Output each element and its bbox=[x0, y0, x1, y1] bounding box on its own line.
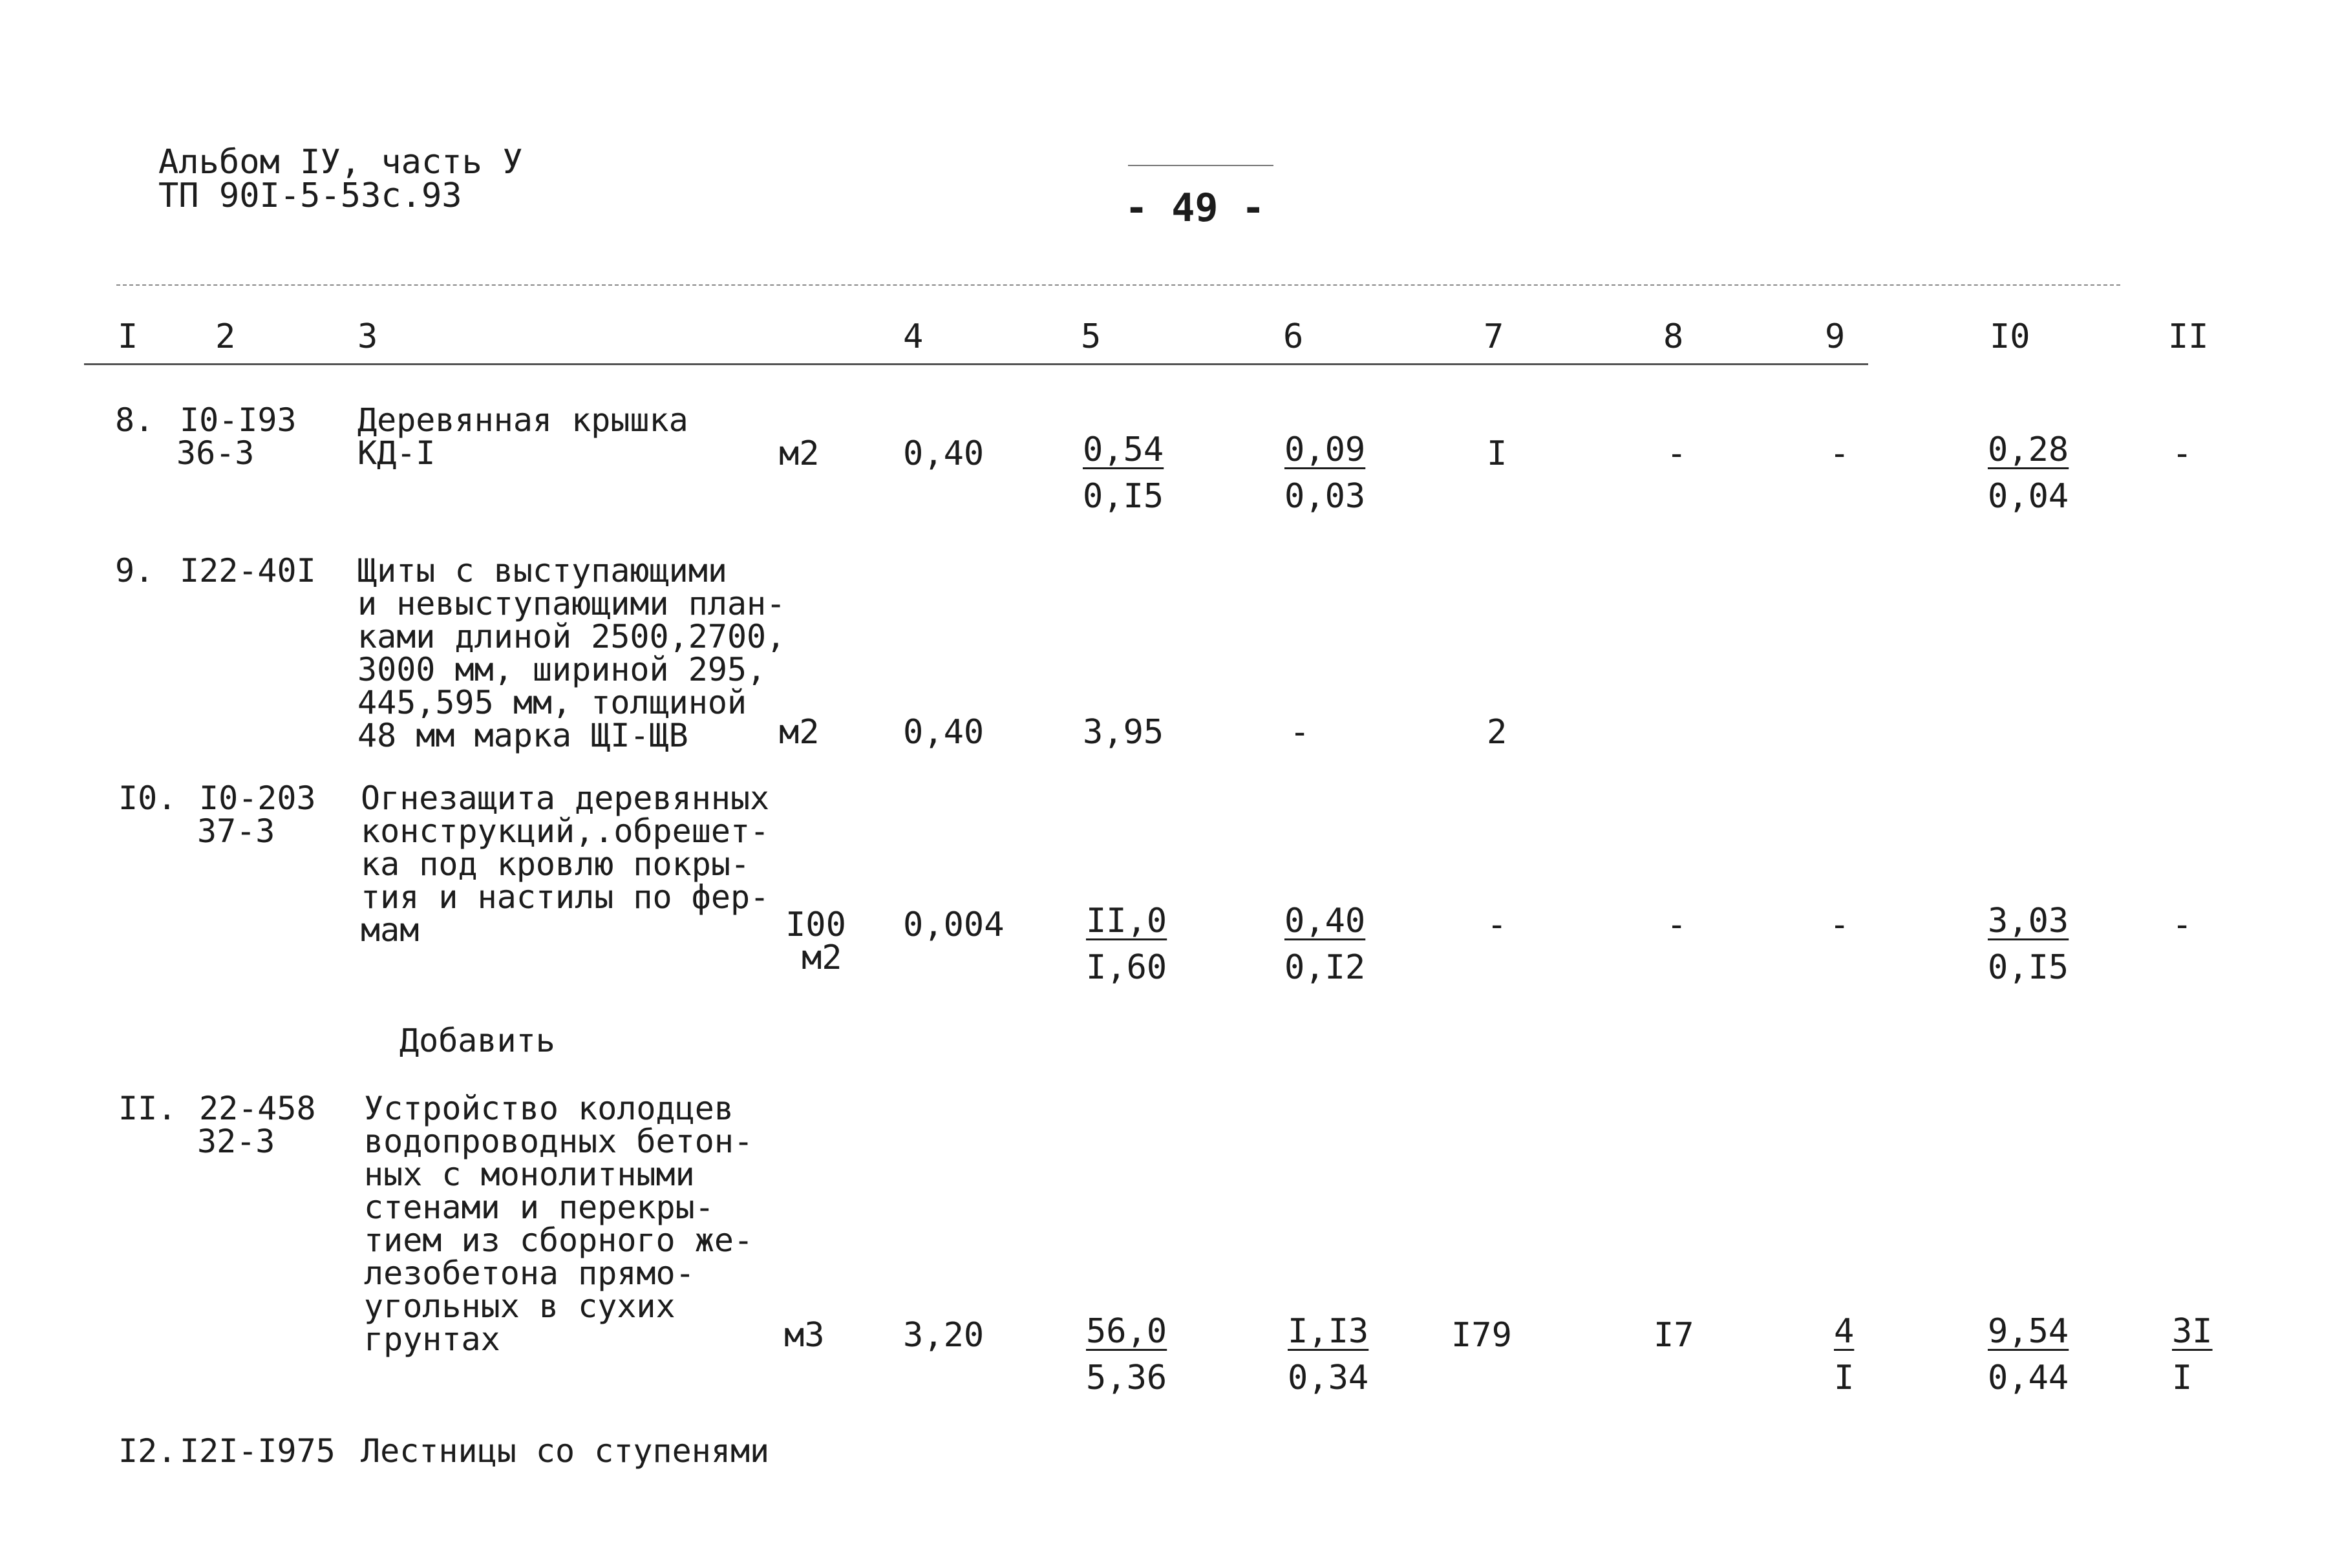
row12-number: I2. bbox=[118, 1432, 177, 1470]
col-header-3: 3 bbox=[357, 317, 378, 356]
row8-col7: I bbox=[1487, 434, 1507, 473]
row11-col9: $\frac{4}{I}$ bbox=[1834, 1312, 1855, 1397]
row8-col11: - bbox=[2172, 434, 2193, 473]
row11-name-line6: лезобетона прямо- bbox=[364, 1255, 695, 1292]
album-label: Альбом IУ, часть У bbox=[158, 143, 523, 182]
row8-code-line2: 36-3 bbox=[176, 434, 255, 472]
row10-name-line5: мам bbox=[361, 911, 420, 949]
row11-name-line7: угольных в сухих bbox=[364, 1287, 676, 1325]
row11-name-line1: Устройство колодцев bbox=[364, 1090, 734, 1127]
row9-code: I22-40I bbox=[180, 552, 316, 589]
row11-col11: $\frac{3I}{I}$ bbox=[2172, 1312, 2213, 1397]
row9-col6: - bbox=[1290, 713, 1310, 752]
row11-col5: $\frac{56,0}{5,36}$ bbox=[1086, 1312, 1167, 1397]
col-header-5: 5 bbox=[1081, 317, 1102, 356]
row10-unit-line2: м2 bbox=[802, 938, 842, 977]
col-header-6: 6 bbox=[1283, 317, 1304, 356]
col-header-8: 8 bbox=[1663, 317, 1684, 356]
row10-unit-line1: I00 bbox=[785, 906, 846, 944]
row11-col7: I79 bbox=[1451, 1316, 1512, 1355]
row10-number: I0. bbox=[118, 779, 177, 817]
row10-col8: - bbox=[1666, 906, 1687, 944]
row8-unit: м2 bbox=[779, 434, 820, 473]
row11-name-line5: тием из сборного же- bbox=[364, 1222, 754, 1259]
row10-code-line2: 37-3 bbox=[197, 812, 275, 850]
row11-qty: 3,20 bbox=[903, 1316, 985, 1355]
col-header-7: 7 bbox=[1484, 317, 1504, 356]
row8-col5: $\frac{0,54}{0,I5}$ bbox=[1083, 430, 1164, 516]
row9-name-line2: и невыступающими план- bbox=[357, 585, 786, 622]
row11-code-line2: 32-3 bbox=[197, 1123, 275, 1160]
row9-number: 9. bbox=[115, 552, 154, 589]
row9-name-line3: ками длиной 2500,2700, bbox=[357, 618, 786, 655]
header-rule bbox=[84, 363, 1868, 365]
row10-col6: $\frac{0,40}{0,I2}$ bbox=[1284, 902, 1366, 987]
row8-col6: $\frac{0,09}{0,03}$ bbox=[1284, 430, 1366, 516]
col-header-4: 4 bbox=[903, 317, 924, 356]
row11-col6: $\frac{I,I3}{0,34}$ bbox=[1288, 1312, 1369, 1397]
row11-code-line1: 22-458 bbox=[199, 1090, 316, 1127]
page-number: - 49 - bbox=[1125, 185, 1265, 231]
row10-name-line3: ка под кровлю покры- bbox=[361, 845, 750, 883]
row9-name-line5: 445,595 мм, толщиной bbox=[357, 684, 747, 721]
row8-qty: 0,40 bbox=[903, 434, 985, 473]
col-header-10: I0 bbox=[1990, 317, 2030, 356]
row9-name-line4: 3000 мм, шириной 295, bbox=[357, 651, 767, 688]
row8-col8: - bbox=[1666, 434, 1687, 473]
row11-unit: м3 bbox=[784, 1316, 825, 1355]
row8-code-line1: I0-I93 bbox=[180, 401, 297, 439]
row9-name-line6: 48 мм марка ЩI-ЩВ bbox=[357, 717, 688, 754]
row11-col10: $\frac{9,54}{0,44}$ bbox=[1988, 1312, 2069, 1397]
row11-number: II. bbox=[118, 1090, 177, 1127]
col-header-1: I bbox=[118, 317, 138, 356]
row9-col7: 2 bbox=[1487, 713, 1507, 752]
row10-name-line4: тия и настилы по фер- bbox=[361, 878, 770, 916]
project-code: ТП 90I-5-53с.93 bbox=[158, 176, 462, 215]
col-header-2: 2 bbox=[215, 317, 236, 356]
row9-col5: 3,95 bbox=[1083, 713, 1164, 752]
row9-unit: м2 bbox=[779, 713, 820, 752]
row10-col11: - bbox=[2172, 906, 2193, 944]
row8-col10: $\frac{0,28}{0,04}$ bbox=[1988, 430, 2069, 516]
row11-name-line3: ных с монолитными bbox=[364, 1156, 695, 1193]
row12-code: I2I-I975 bbox=[180, 1432, 335, 1470]
row11-col8: I7 bbox=[1654, 1316, 1694, 1355]
row8-name-line1: Деревянная крышка bbox=[357, 401, 688, 439]
col-header-9: 9 bbox=[1825, 317, 1846, 356]
row11-name-line2: водопроводных бетон- bbox=[364, 1123, 754, 1160]
row10-name-line2: конструкций,.обрешет- bbox=[361, 812, 770, 850]
row10-col5: $\frac{II,0}{I,60}$ bbox=[1086, 902, 1167, 987]
row10-code-line1: I0-203 bbox=[199, 779, 316, 817]
page-number-rule bbox=[1128, 165, 1273, 166]
top-rule bbox=[116, 284, 2120, 286]
row8-name-line2: КД-I bbox=[357, 434, 436, 472]
row11-name-line4: стенами и перекры- bbox=[364, 1189, 714, 1226]
row10-qty: 0,004 bbox=[903, 906, 1005, 944]
row10-col10: $\frac{3,03}{0,I5}$ bbox=[1988, 902, 2069, 987]
row10-col9: - bbox=[1829, 906, 1850, 944]
row12-name-line1: Лестницы со ступенями bbox=[361, 1432, 770, 1470]
row10-name-line1: Огнезащита деревянных bbox=[361, 779, 770, 817]
row9-qty: 0,40 bbox=[903, 713, 985, 752]
row10-col7: - bbox=[1487, 906, 1507, 944]
col-header-11: II bbox=[2168, 317, 2209, 356]
section-label-add: Добавить bbox=[399, 1022, 555, 1059]
row8-number: 8. bbox=[115, 401, 154, 439]
row9-name-line1: Щиты с выступающими bbox=[357, 552, 727, 589]
row11-name-line8: грунтах bbox=[364, 1320, 500, 1358]
row8-col9: - bbox=[1829, 434, 1850, 473]
